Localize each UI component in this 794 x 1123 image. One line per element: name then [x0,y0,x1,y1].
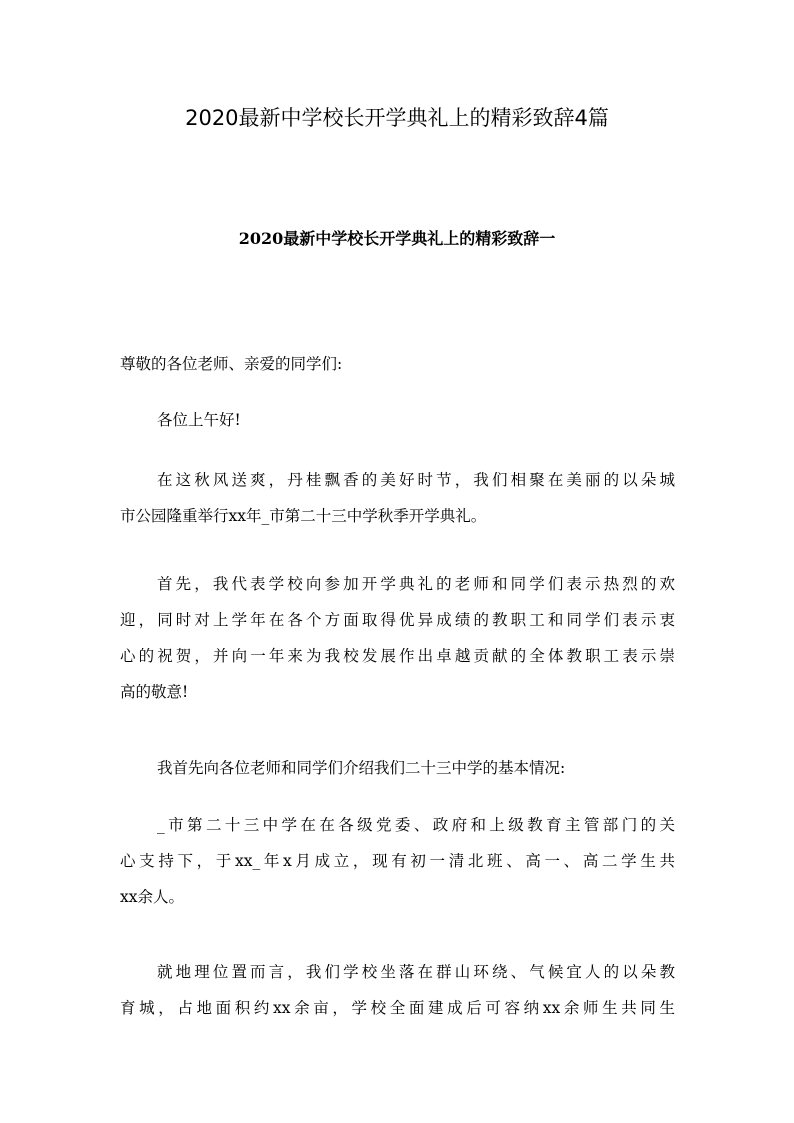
paragraph-line: 首先，我代表学校向参加开学典礼的老师和同学们表示热烈的欢 [157,575,675,593]
paragraph-greeting [120,402,675,438]
paragraph-opening [120,462,675,534]
paragraph-line: 心的祝贺，并向一年来为我校发展作出卓越贡献的全体教职工表示崇 [120,647,675,665]
paragraph-line: 各位上午好! [157,411,241,429]
paragraph-line: 育城，占地面积约xx余亩，学校全面建成后可容纳xx余师生共同生 [120,999,675,1017]
paragraph-line: 我首先向各位老师和同学们介绍我们二十三中学的基本情况: [157,759,566,777]
paragraph-location [120,954,675,1026]
paragraph-intro [120,750,675,786]
paragraph-line: xx余人。 [120,888,184,906]
paragraph-line: 在这秋风送爽，丹桂飘香的美好时节，我们相聚在美丽的以朵城 [157,471,675,489]
paragraph-line: 心支持下，于xx_年x月成立，现有初一清北班、高一、高二学生共 [120,852,675,870]
salutation [120,346,675,382]
salutation-line: 尊敬的各位老师、亲爱的同学们: [120,355,343,373]
paragraph-line: 就地理位置而言，我们学校坐落在群山环绕、气候宜人的以朵教 [157,963,675,981]
paragraph-line: _市第二十三中学在在各级党委、政府和上级教育主管部门的关 [157,816,675,834]
paragraph-line: 高的敬意! [120,683,189,701]
paragraph-welcome [120,566,675,710]
paragraph-school-info [120,807,675,915]
section-title: 2020最新中学校长开学典礼上的精彩致辞一 [238,229,556,248]
document-title: 2020最新中学校长开学典礼上的精彩致辞4篇 [185,106,609,130]
paragraph-line: 迎，同时对上学年在各个方面取得优异成绩的教职工和同学们表示衷 [120,611,675,629]
paragraph-line: 市公园隆重举行xx年_市第二十三中学秋季开学典礼。 [120,507,487,525]
